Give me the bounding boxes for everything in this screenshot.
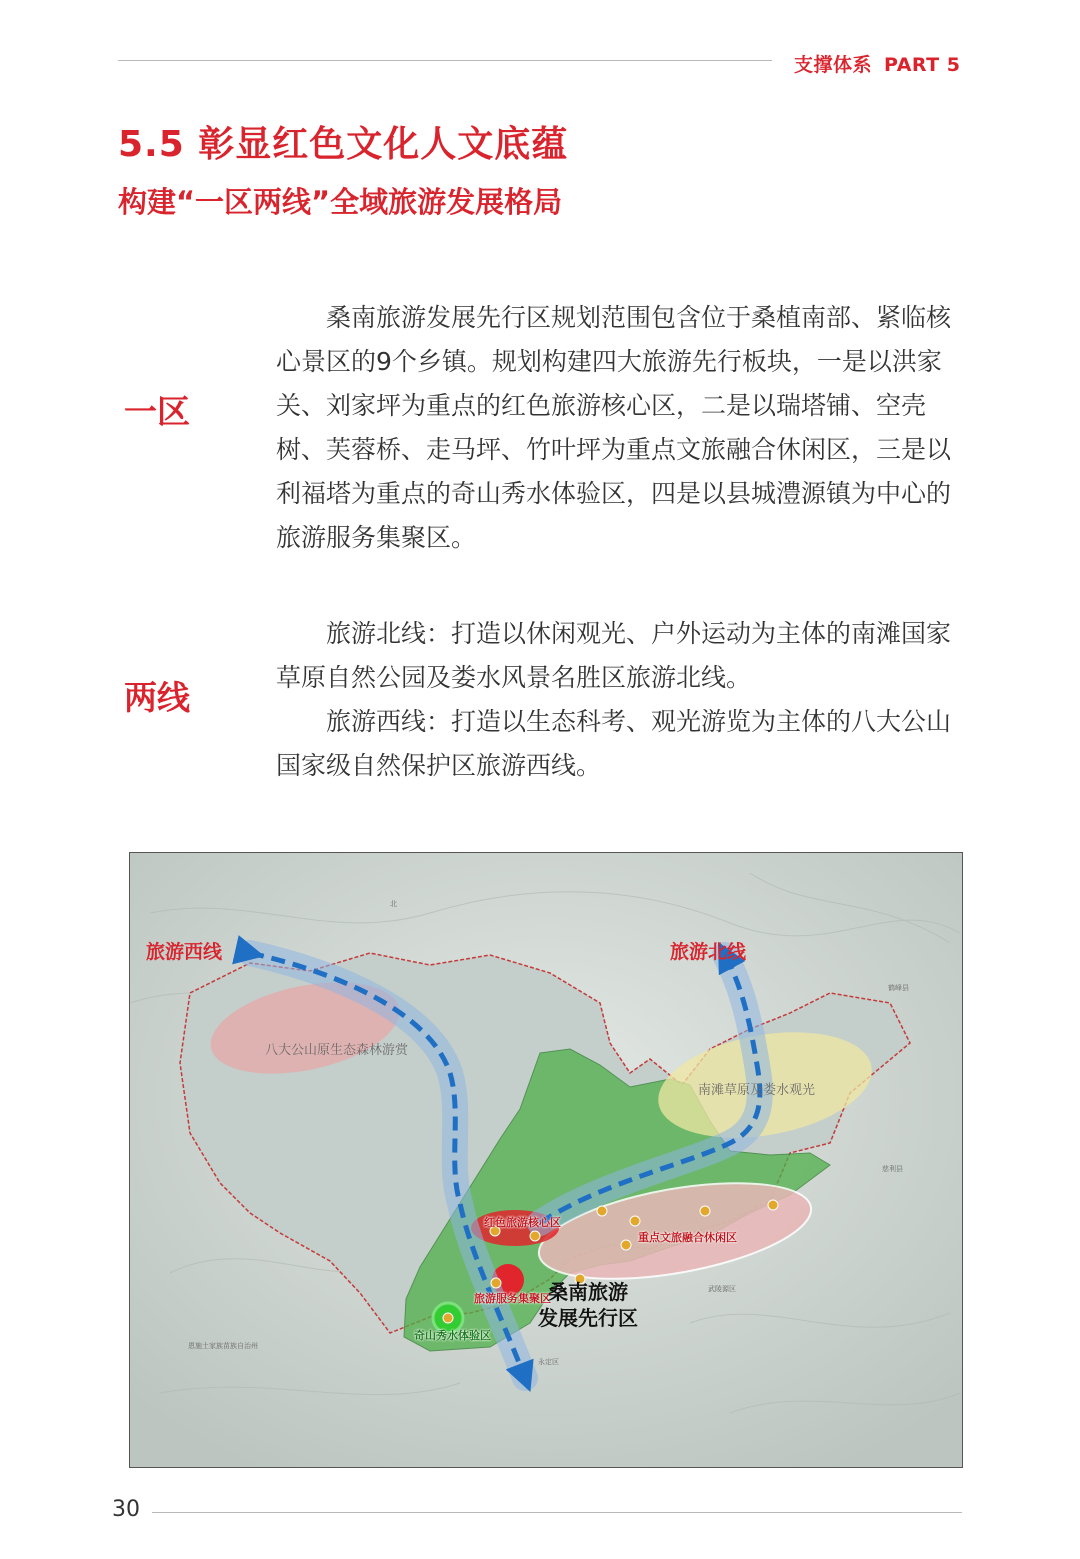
zone-bdgs-label: 八大公山原生态森林游赏 xyxy=(265,1043,409,1058)
county-label: 慈利县 xyxy=(882,1165,903,1173)
route-north-label: 旅游北线 xyxy=(670,941,747,963)
poi-marker xyxy=(621,1240,631,1250)
zone-red-label: 红色旅游核心区 xyxy=(484,1216,561,1229)
pilot-zone-label-line: 桑南旅游 xyxy=(548,1280,628,1304)
poi-marker xyxy=(530,1231,540,1241)
block-one-zone-text xyxy=(276,296,966,560)
section-subtitle: 构建“一区两线”全域旅游发展格局 xyxy=(118,185,563,219)
zone-service-label: 旅游服务集聚区 xyxy=(474,1292,551,1305)
block-two-lines-text xyxy=(276,612,966,788)
poi-marker xyxy=(700,1206,710,1216)
map-canvas xyxy=(130,853,962,1467)
paragraph: 桑南旅游发展先行区规划范围包含位于桑植南部、紧临核心景区的9个乡镇。规划构建四大旅游先行板块，一是以洪家关、刘家坪为重点的红色旅游核心区，二是以瑞塔铺、空壳树、芙蓉桥、走马坪、竹叶坪为重点文旅融合休闲区，三是以利福塔为重点的奇山秀水体验区，四是以县城澧源镇为中心的旅游服务集聚区。 xyxy=(276,303,952,552)
pilot-zone-label xyxy=(538,1279,638,1331)
poi-marker xyxy=(768,1200,778,1210)
poi-marker xyxy=(630,1216,640,1226)
section-title: 5.5 彰显红色文化人文底蕴 xyxy=(118,124,569,165)
county-label: 北 xyxy=(390,900,397,908)
footer-rule xyxy=(152,1512,962,1513)
poi-marker xyxy=(597,1206,607,1216)
zone-nantan-label: 南滩草原及娄水观光 xyxy=(698,1083,816,1098)
tourism-map xyxy=(129,852,963,1468)
paragraph: 旅游西线：打造以生态科考、观光游览为主体的八大公山国家级自然保护区旅游西线。 xyxy=(276,707,952,780)
county-label: 永定区 xyxy=(538,1358,559,1366)
county-label: 鹤峰县 xyxy=(888,984,909,992)
pilot-zone-label-line: 发展先行区 xyxy=(538,1306,638,1330)
header-rule xyxy=(118,60,772,61)
header-part: PART 5 xyxy=(884,54,961,76)
page-number: 30 xyxy=(112,1497,140,1522)
paragraph: 旅游北线：打造以休闲观光、户外运动为主体的南滩国家草原自然公园及娄水风景名胜区旅游北线。 xyxy=(276,619,952,692)
zone-leisure-label: 重点文旅融合休闲区 xyxy=(638,1231,737,1244)
block-label-two-lines: 两线 xyxy=(124,678,190,717)
zone-qishan-label: 奇山秀水体验区 xyxy=(414,1329,491,1342)
county-label: 恩施土家族苗族自治州 xyxy=(188,1342,258,1350)
poi-marker xyxy=(491,1278,501,1288)
block-label-one-zone: 一区 xyxy=(124,392,190,431)
poi-marker xyxy=(443,1313,453,1323)
county-label: 武陵源区 xyxy=(708,1285,736,1293)
header-section: 支撑体系 xyxy=(794,54,873,76)
route-west-label: 旅游西线 xyxy=(146,941,223,963)
header-section-label xyxy=(794,50,960,77)
